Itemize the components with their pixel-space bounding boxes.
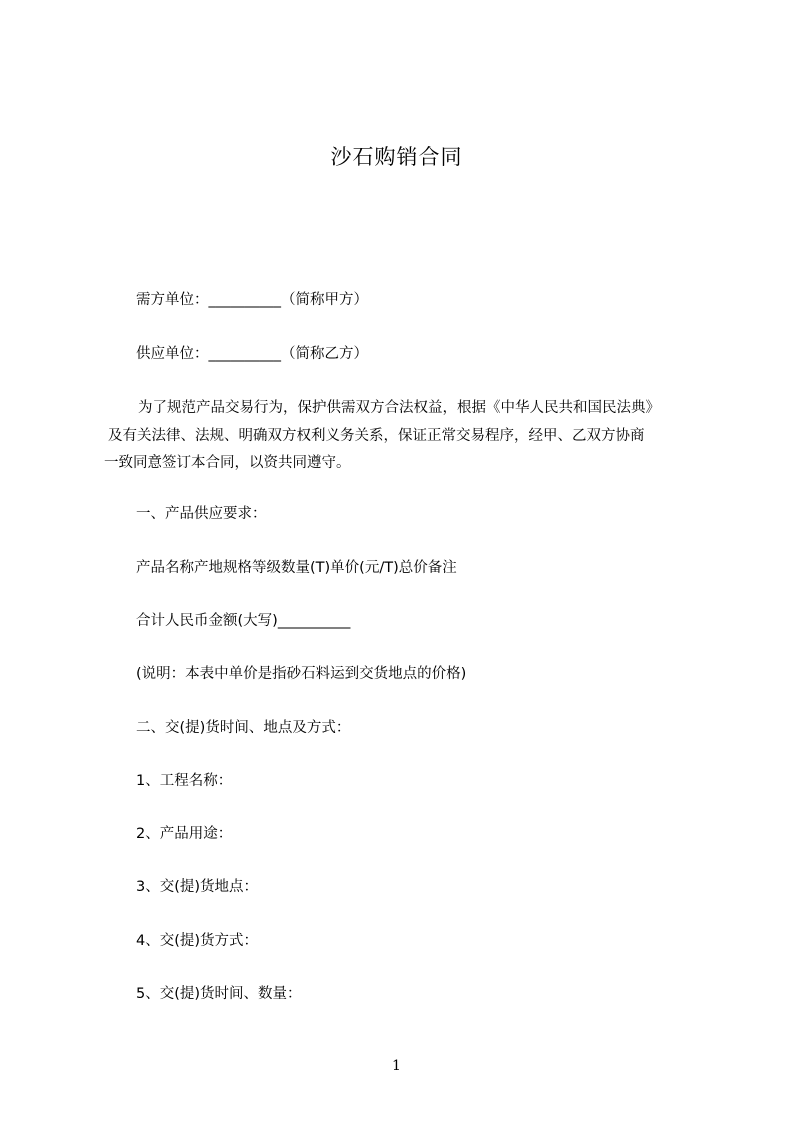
document-title: 沙石购销合同 [330,145,463,169]
preamble-line-3: 一致同意签订本合同，以资共同遵守。 [104,455,351,471]
buyer-line: 需方单位：__________（简称甲方） [136,292,368,308]
list-item: 1、工程名称： [136,773,233,789]
page-number: 1 [392,1058,401,1074]
section-1-heading: 一、产品供应要求： [136,506,267,522]
preamble-line-1: 为了规范产品交易行为，保护供需双方合法权益，根据《中华人民共和国民法典》 [138,400,660,416]
product-table-header: 产品名称产地规格等级数量(T)单价(元/T)总价备注 [136,560,457,576]
preamble-paragraph [104,395,724,478]
section-2-heading: 二、交(提)货时间、地点及方式： [136,720,351,736]
list-item: 3、交(提)货地点： [136,879,259,895]
total-amount-line: 合计人民币金额(大写)__________ [136,613,351,629]
list-item: 5、交(提)货时间、数量： [136,986,302,1002]
list-item: 2、产品用途： [136,826,233,842]
preamble-line-2: 及有关法律、法规、明确双方权利义务关系，保证正常交易程序，经甲、乙双方协商 [108,427,645,444]
list-item: 4、交(提)货方式： [136,933,259,949]
seller-line: 供应单位：__________（简称乙方） [136,346,368,362]
note-line: (说明：本表中单价是指砂石料运到交货地点的价格) [136,666,467,682]
